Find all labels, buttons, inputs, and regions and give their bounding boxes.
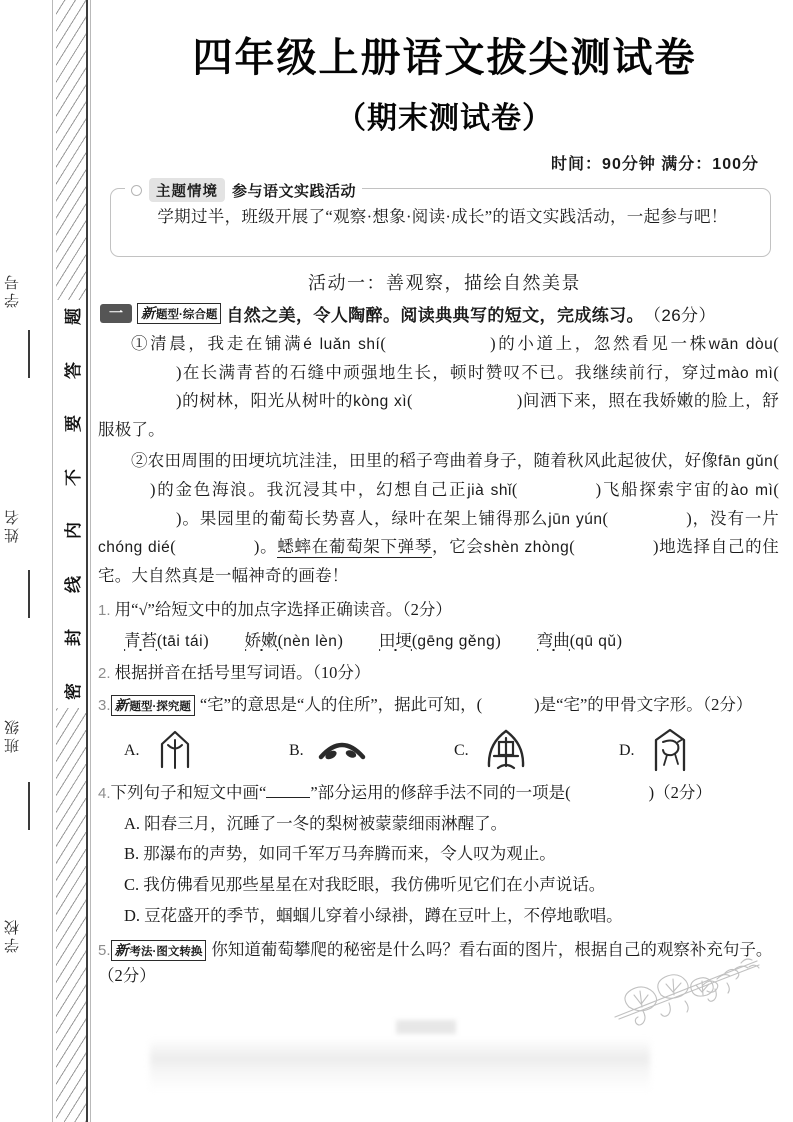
glyph-letter-c: C. (454, 741, 469, 759)
question-5-score: （2分） (98, 965, 156, 985)
question-4-option-b[interactable]: B. 那瀑布的声势，如同千军万马奔腾而来，令人叹为观止。 (124, 844, 556, 864)
question-3-number: 3. (98, 696, 111, 714)
page-subtitle: （期末测试卷） (336, 102, 553, 135)
p2-seg7: ，它会 (432, 537, 484, 557)
seal-label-xingming: 姓名 (5, 507, 21, 543)
p2-seg8: 地选择自己的住宅。大自然真是一幅神奇的画卷！ (98, 537, 779, 585)
question-3 (98, 692, 779, 774)
p1-marker: ① (131, 334, 151, 353)
question-3-text-a: “宅”的意思是“人的住所”，据此可知，( (199, 694, 483, 714)
reading-passage (98, 330, 779, 590)
badge-small-text: 考法·图文转换 (129, 945, 203, 958)
theme-situation-box (110, 182, 771, 257)
glyph-letter-a: A. (124, 741, 140, 759)
question-1-score: （2分） (402, 600, 452, 620)
pinyin-choice-item[interactable]: 田埂(gēng gěng) (379, 628, 501, 655)
p1-pinyin-4: kòng xì (353, 393, 408, 411)
seal-line-sidebar (0, 0, 96, 1122)
seal-char-yao: 要 (63, 415, 83, 433)
oracle-glyph-d-icon (647, 726, 693, 774)
question-5 (98, 937, 779, 990)
question-5-type-badge (111, 940, 207, 962)
seal-char-feng: 封 (63, 629, 83, 647)
question-4-number: 4. (98, 785, 111, 803)
p2-seg4: 。果园里的葡萄长势喜人，绿叶在架上铺得那么 (181, 508, 549, 528)
pinyin-choice-item[interactable]: 青苔(tāi tái) (124, 628, 209, 655)
sealed-line-vertical-text (56, 300, 86, 708)
glyph-letter-b: B. (289, 741, 304, 759)
oracle-glyph-b-icon (316, 727, 368, 773)
question-type-badge (137, 303, 221, 325)
pinyin-options: nèn lèn (283, 632, 338, 650)
glyph-option-b[interactable] (289, 727, 454, 773)
seal-rule-left (52, 0, 53, 1122)
pinyin-choice-item[interactable]: 弯曲(qū qǔ) (537, 628, 622, 655)
question-2 (98, 660, 779, 686)
question-3-text-b: )是“宅”的甲骨文字形。 (534, 694, 703, 714)
question-4-option-a[interactable]: A. 阳春三月，沉睡了一冬的梨树被蒙蒙细雨淋醒了。 (124, 813, 508, 833)
question-4-score: （2分） (654, 783, 712, 803)
theme-dot-icon (131, 185, 142, 196)
p2-pinyin-6: shèn zhòng (483, 539, 570, 557)
pinyin-options: qū qǔ (575, 632, 617, 650)
pinyin-choice-item[interactable]: 娇嫩(nèn lèn) (245, 628, 343, 655)
oracle-glyph-c-icon (481, 726, 531, 774)
badge-small-text: 题型·综合题 (156, 308, 218, 321)
p1-pinyin-3: mào mì (717, 364, 774, 382)
grape-vine-sketch-icon (607, 951, 767, 1035)
section-number-chip: 一 (100, 304, 132, 324)
seal-char-xian: 线 (63, 575, 83, 593)
question-1-text: 用“√”给短文中的加点字选择正确读音。 (114, 600, 403, 620)
seal-divider (28, 782, 30, 830)
seal-divider (28, 330, 30, 378)
p1-seg3: 在长满青苔的石缝中顽强地生长，顿时赞叹不已。我继续前行，穿过 (181, 362, 718, 382)
p2-seg3: 飞船探索宇宙的 (601, 480, 731, 499)
exam-page-content (96, 0, 793, 1122)
pinyin-word: 娇嫩 (245, 631, 278, 653)
p2-marker: ② (131, 451, 148, 471)
glyph-option-c[interactable] (454, 726, 619, 774)
activity-title: 活动一：善观察，描绘自然美景 (308, 273, 581, 293)
pinyin-word: 青苔 (124, 631, 157, 653)
section-one-heading: 自然之美，令人陶醉。阅读典典写的短文，完成练习。 (226, 306, 644, 325)
question-1-number: 1. (98, 602, 111, 620)
section-one-score: （26分） (643, 306, 716, 325)
question-3-type-badge (111, 695, 195, 717)
p1-seg1: 清晨，我走在铺满 (150, 334, 304, 353)
seal-char-nei: 内 (63, 522, 83, 540)
question-1 (98, 597, 779, 654)
p2-pinyin-5: chóng dié (98, 539, 171, 557)
pinyin-word: 田埂 (379, 631, 412, 653)
seal-char-da: 答 (63, 361, 83, 379)
seal-char-ti: 题 (63, 308, 83, 325)
theme-tag-label: 主题情境 (149, 178, 225, 202)
p1-seg5: 间洒下来，照在我娇嫩的脸上，舒服极了。 (98, 391, 780, 439)
question-2-score: （10分） (312, 662, 371, 682)
p2-underlined-clause: 蟋蟀在葡萄架下弹琴 (277, 537, 433, 557)
seal-label-xuexiao: 学校 (5, 917, 21, 953)
seal-char-mi: 密 (63, 682, 83, 700)
student-info-labels (2, 0, 42, 1122)
bottom-watermark (150, 1038, 650, 1092)
glyph-option-d[interactable] (619, 726, 769, 774)
seal-label-xuehao: 学号 (5, 272, 21, 308)
question-4 (98, 780, 779, 929)
pinyin-options: gēng gěng (417, 632, 496, 650)
glyph-option-a[interactable] (124, 727, 289, 773)
question-4-option-c[interactable]: C. 我仿佛看见那些星星在对我眨眼，我仿佛听见它们在小声说话。 (124, 875, 606, 895)
p1-pinyin-2: wān dòu (708, 336, 774, 353)
p1-pinyin-1: é luǎn shí (303, 336, 381, 353)
page-title: 四年级上册语文拔尖测试卷 (192, 36, 697, 80)
section-one-header (100, 301, 793, 326)
seal-char-bu: 不 (63, 468, 83, 486)
passage-paragraph-2: ②农田周围的田埂坑坑洼洼，田里的稻子弯曲着身子，随着秋风此起彼伏，好像fān gǔn()的金色海浪。我沉浸其中，幻想自己正jià shǐ( )飞船探索宇宙的ào mì()。果园里的葡萄长势喜人，绿叶在架上铺得那么jūn yún( )，没有一片chóng dié( )。蟋蟀在葡萄架下弹琴，它会shèn zhòng( )地选择自己的住宅。大自然真是一幅神奇的画卷！ (98, 451, 780, 585)
p2-pinyin-2: jià shǐ (467, 482, 512, 499)
question-4-option-d[interactable]: D. 豆花盛开的季节，蝈蝈儿穿着小绿褂，蹲在豆叶上，不停地歌唱。 (124, 905, 623, 925)
p2-seg1: 农田周围的田埂坑坑洼洼，田里的稻子弯曲着身子，随着秋风此起彼伏，好像 (147, 451, 719, 471)
theme-box-header (125, 178, 362, 202)
exam-meta: 时间：90分钟 满分：100分 (551, 156, 759, 173)
question-4-text-a: 下列句子和短文中画“ (110, 783, 267, 803)
p2-pinyin-3: ào mì (730, 482, 774, 499)
seal-label-banji: 班级 (5, 717, 21, 753)
question-5-text: 你知道葡萄攀爬的秘密是什么吗？看右面的图片，根据自己的观察补充句子。 (211, 939, 773, 959)
seal-rule-outer (90, 0, 91, 1122)
badge-big-char: 新 (114, 696, 129, 713)
p2-pinyin-4: jūn yún (548, 510, 603, 528)
oracle-glyph-a-icon (152, 727, 198, 773)
question-2-text: 根据拼音在括号里写词语。 (114, 662, 313, 682)
bottom-watermark-small (396, 1020, 456, 1034)
badge-big-char: 新 (141, 304, 155, 321)
question-5-number: 5. (98, 941, 111, 959)
question-4-underline-mark (266, 797, 310, 798)
question-1-pinyin-choices (124, 628, 779, 655)
question-4-text-b: ”部分运用的修辞手法不同的一项是( (310, 783, 571, 803)
seal-rule-right (86, 0, 88, 1122)
question-3-score: （2分） (702, 694, 753, 714)
p2-pinyin-1: fān gǔn (718, 453, 774, 471)
question-4-text-c: ) (648, 783, 655, 803)
question-2-number: 2. (98, 664, 111, 682)
seal-divider (28, 570, 30, 618)
passage-paragraph-1: ①清晨，我走在铺满é luǎn shí( )的小道上，忽然看见一株wān dòu()在长满青苔的石缝中顽强地生长，顿时赞叹不已。我继续前行，穿过mào mì()的树林，阳光从树叶的kòng xì( )间洒下来，照在我娇嫩的脸上，舒服极了。 (98, 334, 780, 439)
p2-seg5: ，没有一片 (691, 508, 779, 528)
badge-big-char: 新 (114, 941, 129, 958)
theme-tag-subtitle: 参与语文实践活动 (232, 182, 357, 200)
p2-seg2: 的金色海浪。我沉浸其中，幻想自己正 (155, 480, 468, 499)
glyph-letter-d: D. (619, 741, 635, 759)
p1-seg2: 的小道上，忽然看见一株 (495, 334, 709, 353)
pinyin-options: tāi tái (162, 632, 204, 650)
badge-small-text: 题型·探究题 (129, 700, 191, 713)
p1-seg4: 的树林，阳光从树叶的 (181, 391, 354, 411)
p2-seg6: 。 (259, 537, 278, 557)
theme-description: 学期过半，班级开展了“观察·想象·阅读·成长”的语文实践活动，一起参与吧！ (157, 207, 728, 226)
question-3-glyph-options (124, 726, 779, 774)
pinyin-word: 弯曲 (537, 631, 570, 653)
